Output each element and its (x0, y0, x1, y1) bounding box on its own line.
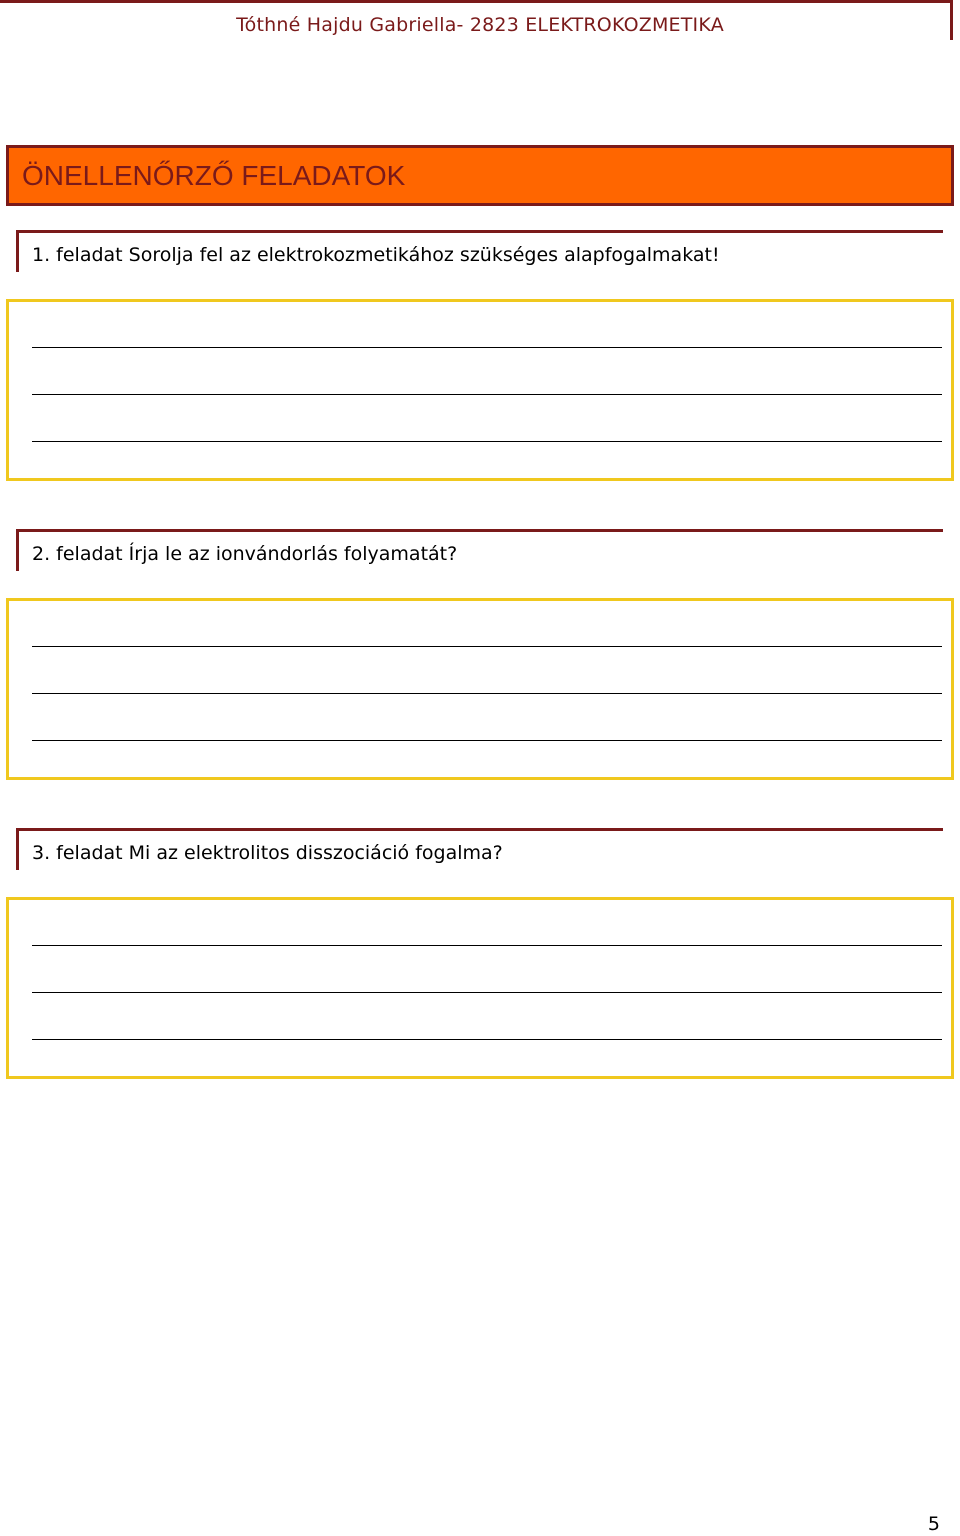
answer-line[interactable] (32, 992, 942, 993)
task-2-label: 2. feladat Írja le az ionvándorlás folyamatát? (32, 543, 458, 565)
task-3-answer-box[interactable] (6, 897, 954, 1079)
answer-line[interactable] (32, 347, 942, 348)
task-1-answer-box[interactable] (6, 299, 954, 481)
answer-line[interactable] (32, 1039, 942, 1040)
page-number: 5 (927, 1513, 940, 1535)
answer-line[interactable] (32, 740, 942, 741)
task-3-label: 3. feladat Mi az elektrolitos disszociáció fogalma? (32, 842, 503, 864)
answer-line[interactable] (32, 394, 942, 395)
answer-line[interactable] (32, 945, 942, 946)
answer-line[interactable] (32, 441, 942, 442)
task-1-label: 1. feladat Sorolja fel az elektrokozmetikához szükséges alapfogalmakat! (32, 244, 720, 266)
task-3-heading (16, 828, 943, 870)
task-2-answer-box[interactable] (6, 598, 954, 780)
task-1-heading (16, 230, 943, 272)
page-header-text: Tóthné Hajdu Gabriella- 2823 ELEKTROKOZMETIKA (236, 14, 724, 36)
task-2-heading (16, 529, 943, 571)
section-banner (6, 145, 954, 206)
section-title: ÖNELLENŐRZŐ FELADATOK (22, 160, 406, 191)
answer-line[interactable] (32, 693, 942, 694)
answer-line[interactable] (32, 646, 942, 647)
